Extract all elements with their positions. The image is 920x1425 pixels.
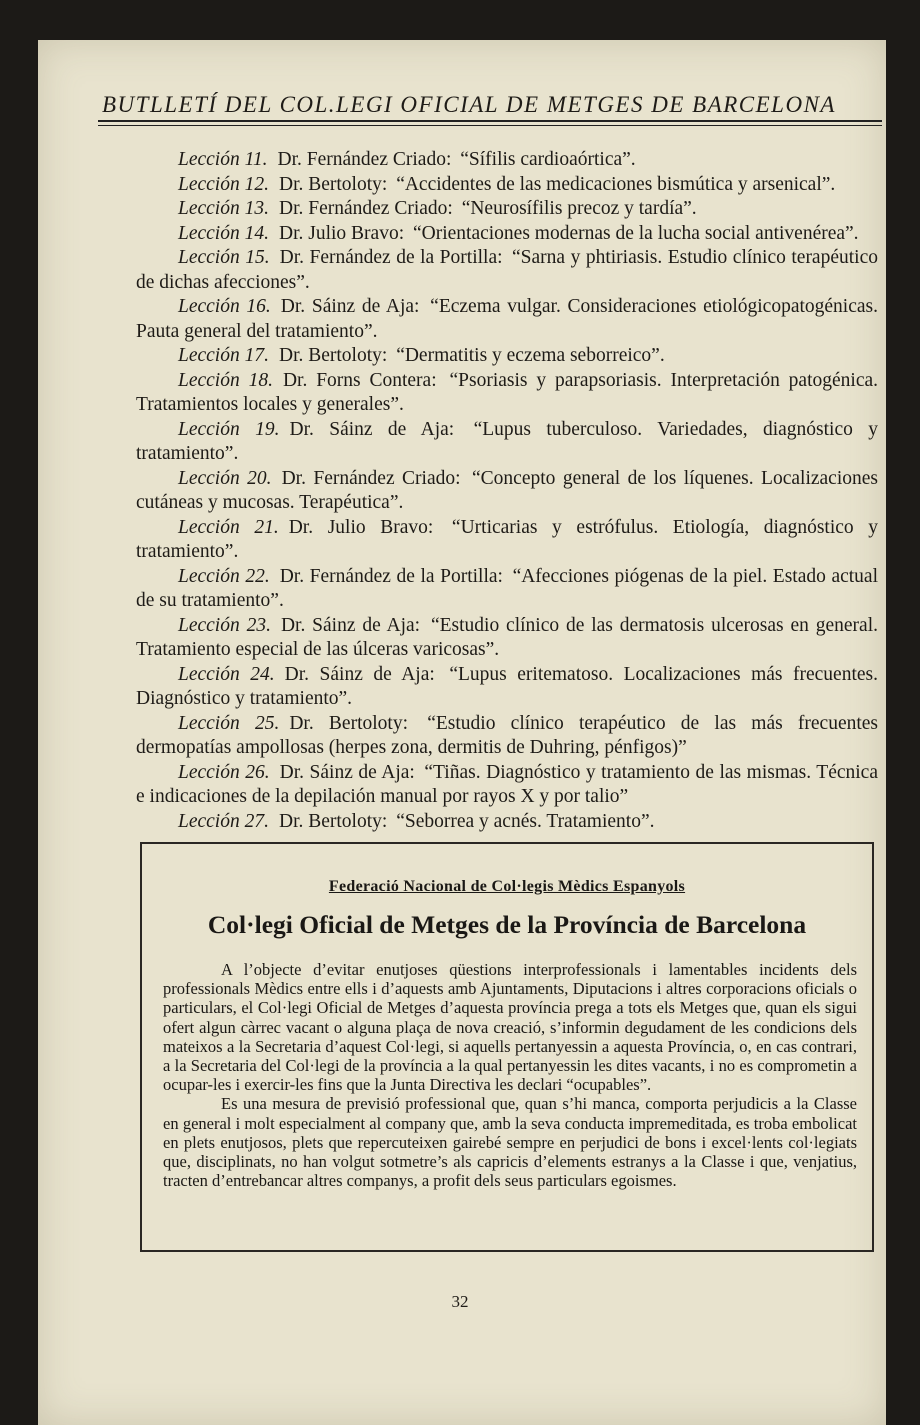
lecture-number: Lección 16. [178,296,271,317]
lecture-title: “Sífilis cardioaórtica”. [460,149,636,170]
lecture-entry [136,663,878,712]
lecture-doctor: Dr. Julio Bravo: [288,516,434,538]
lecture-title: “Dermatitis y eczema seborreico”. [396,345,665,366]
lecture-title: “Afecciones piógenas de la piel. Estado actual de su tratamiento”. [136,565,878,611]
lecture-number: Lección 24. [178,663,275,685]
lecture-number: Lección 15. [178,247,270,268]
lecture-entry [136,222,878,247]
lecture-title: “Psoriasis y parapsoriasis. Interpretación patogénica. Tratamientos locales y generales”. [136,369,879,415]
lecture-doctor: Dr. Fernández de la Portilla: [279,247,503,268]
lecture-entry [136,246,878,295]
lecture-entry [136,197,878,222]
lecture-number: Lección 11. [178,149,268,170]
lecture-number: Lección 25. [178,712,280,734]
page-number: 32 [451,1292,469,1311]
lecture-doctor: Dr. Sáinz de Aja: [280,614,421,636]
lecture-entry [136,467,878,516]
lecture-doctor: Dr. Fernández Criado: [278,198,453,219]
lecture-title: “Estudio clínico de las dermatosis ulcerosas en general. Tratamiento especial de las úlceras varicosas”. [136,614,878,660]
lecture-number: Lección 26. [178,761,270,783]
notice-paragraph-2: Es una mesura de previsió professional que, quan s’hi manca, comporta perjudicis a la Classe en general i molt especialment al company que, amb la seva conducta impremeditada, es troba embolicat en plets enutjosos, plets que repercuteixen gairebé sempre en perjudici de bons i excel·lents col·legiats que, disciplinats, no han volgut sotmetre’s als capricis d’elements estranys a la Classe i que, venjatius, tracten d’entrebancar altres companys, a profit dels seus particulars egoismes. [163,1094,857,1191]
lecture-number: Lección 23. [178,614,271,636]
lecture-doctor: Dr. Bertoloty: [278,810,388,832]
lecture-number: Lección 12. [178,173,269,195]
lecture-doctor: Dr. Bertoloty: [278,173,388,195]
lecture-doctor: Dr. Fernández Criado: [281,467,461,489]
lecture-title: “Lupus eritematoso. Localizaciones más frecuentes. Diagnóstico y tratamiento”. [136,663,878,709]
lecture-doctor: Dr. Bertoloty: [278,345,388,366]
lecture-doctor: Dr. Fernández de la Portilla: [279,565,503,587]
running-header: BUTLLETÍ DEL COL.LEGI OFICIAL DE METGES DE BARCELONA [102,92,836,117]
lecture-doctor: Dr. Bertoloty: [289,712,408,734]
lecture-title: “Tiñas. Diagnóstico y tratamiento de las mismas. Técnica e indicaciones de la depilación manual por rayos X y por talio” [136,761,878,807]
lecture-number: Lección 13. [178,198,269,219]
lecture-entry [136,614,878,663]
lecture-entry [136,712,878,761]
lecture-entry [136,148,878,173]
lecture-doctor: Dr. Julio Bravo: [278,222,405,244]
lecture-title: “Lupus tuberculoso. Variedades, diagnóstico y tratamiento”. [136,418,879,464]
lecture-list [136,148,878,834]
lecture-doctor: Dr. Fernández Criado: [277,149,452,170]
lecture-entry [136,516,878,565]
lecture-title: “Estudio clínico terapéutico de las más frecuentes dermopatías ampollosas (herpes zona, dermitis de Duhring, pénfigos)” [136,712,879,758]
lecture-doctor: Dr. Sáinz de Aja: [284,663,435,685]
lecture-title: “Eczema vulgar. Consideraciones etiológicopatogénicas. Pauta general del tratamiento”. [136,296,878,342]
lecture-entry [136,344,878,369]
lecture-title: “Seborrea y acnés. Tratamiento”. [396,810,655,832]
header-rule [98,120,882,122]
lecture-doctor: Dr. Forns Contera: [282,369,437,391]
lecture-entry [136,418,878,467]
lecture-entry [136,810,878,835]
college-title: Col·legi Oficial de Metges de la Província de Barcelona [207,910,807,939]
lecture-entry [136,295,878,344]
lecture-doctor: Dr. Sáinz de Aja: [289,418,455,440]
lecture-entry [136,761,878,810]
lecture-title: “Accidentes de las medicaciones bismútica y arsenical”. [396,173,836,195]
lecture-title: “Neurosífilis precoz y tardía”. [461,198,697,219]
lecture-title: “Concepto general de los líquenes. Localizaciones cutáneas y mucosas. Terapéutica”. [136,467,878,513]
lecture-doctor: Dr. Sáinz de Aja: [279,761,415,783]
lecture-number: Lección 18. [178,369,273,391]
lecture-entry [136,173,878,198]
lecture-number: Lección 20. [178,467,272,489]
lecture-entry [136,565,878,614]
notice-content [145,852,869,1190]
lecture-entry [136,369,878,418]
notice-paragraph-1: A l’objecte d’evitar enutjoses qüestions interprofessionals i lamentables incidents dels professionals Mèdics entre ells i d’aquests amb Ajuntaments, Diputacions i altres corporacions oficials o particulars, el Col·legi Oficial de Metges d’aquesta província prega a tots els Metges que, quan els sigui ofert algun càrrec vacant o alguna plaça de nova creació, s’informin degudament de les condicions dels mateixos a la Secretaria d’aquest Col·legi, si aquells pertanyessin a aquesta Província, o, en cas contrari, a la Secretaria del Col·legi de la província a la qual pertanyessin les dites vacants, i no es comprometin a ocupar-les i exercir-les fins que la Junta Directiva les declari “ocupables”. [163,960,857,1095]
lecture-number: Lección 27. [178,810,269,832]
lecture-number: Lección 22. [178,565,270,587]
federation-title: Federació Nacional de Col·legis Mèdics Espanyols [328,878,686,895]
lecture-title: “Sarna y phtiriasis. Estudio clínico terapéutico de dichas afecciones”. [136,247,878,293]
lecture-number: Lección 21. [178,516,279,538]
lecture-doctor: Dr. Sáinz de Aja: [280,296,420,317]
lecture-number: Lección 14. [178,222,269,244]
lecture-title: “Urticarias y estrófulus. Etiología, diagnóstico y tratamiento”. [136,516,879,562]
lecture-number: Lección 19. [178,418,280,440]
lecture-title: “Orientaciones modernas de la lucha social antivenérea”. [412,222,859,244]
header-rule-thin [98,125,882,126]
lecture-number: Lección 17. [178,345,269,366]
